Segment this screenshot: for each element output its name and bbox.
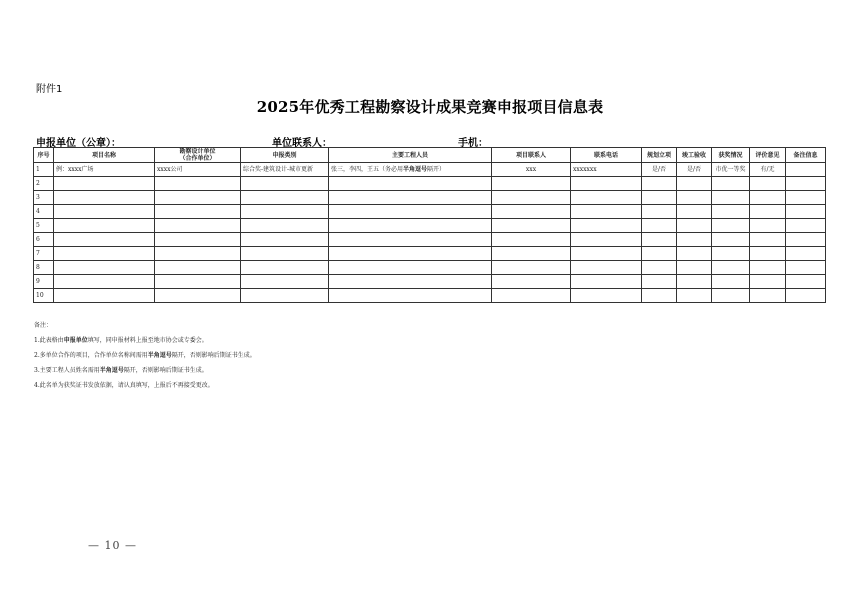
cell-contact: xxx bbox=[492, 163, 571, 177]
cell-empty bbox=[571, 219, 642, 233]
table-row bbox=[34, 205, 826, 219]
cell-no: 10 bbox=[34, 289, 54, 303]
project-info-table bbox=[33, 147, 826, 303]
cell-empty bbox=[786, 219, 826, 233]
cell-empty bbox=[786, 261, 826, 275]
cell-empty bbox=[241, 275, 329, 289]
table-row bbox=[34, 177, 826, 191]
cell-empty bbox=[155, 177, 241, 191]
cell-empty bbox=[677, 289, 712, 303]
cell-empty bbox=[329, 177, 492, 191]
cell-empty bbox=[571, 177, 642, 191]
col-header-category: 申报类别 bbox=[241, 148, 329, 163]
cell-empty bbox=[786, 233, 826, 247]
note-3 bbox=[34, 363, 256, 378]
cell-empty bbox=[677, 247, 712, 261]
cell-staff-pre: 张三，李四，王五（务必用 bbox=[331, 166, 404, 173]
cell-empty bbox=[642, 177, 677, 191]
phone-label: 手机： bbox=[458, 138, 488, 149]
cell-no: 8 bbox=[34, 261, 54, 275]
col-header-contact: 项目联系人 bbox=[492, 148, 571, 163]
cell-empty bbox=[571, 275, 642, 289]
cell-empty bbox=[750, 219, 786, 233]
unit-contact-label: 单位联系人： bbox=[272, 138, 332, 149]
cell-empty bbox=[786, 177, 826, 191]
cell-empty bbox=[786, 275, 826, 289]
cell-empty bbox=[712, 289, 750, 303]
note-3-pre: 3.主要工程人员姓名需用 bbox=[34, 367, 100, 374]
cell-empty bbox=[712, 275, 750, 289]
cell-no: 4 bbox=[34, 205, 54, 219]
cell-empty bbox=[492, 275, 571, 289]
cell-empty bbox=[712, 247, 750, 261]
cell-no: 6 bbox=[34, 233, 54, 247]
cell-category: 综合奖-建筑设计-城市更新 bbox=[241, 163, 329, 177]
cell-empty bbox=[241, 205, 329, 219]
col-header-project-name: 项目名称 bbox=[54, 148, 155, 163]
cell-empty bbox=[54, 289, 155, 303]
cell-empty bbox=[241, 261, 329, 275]
table-row bbox=[34, 219, 826, 233]
table-row bbox=[34, 275, 826, 289]
cell-empty bbox=[642, 261, 677, 275]
cell-empty bbox=[712, 205, 750, 219]
cell-empty bbox=[155, 205, 241, 219]
cell-empty bbox=[750, 289, 786, 303]
cell-empty bbox=[712, 191, 750, 205]
cell-empty bbox=[642, 191, 677, 205]
cell-empty bbox=[677, 275, 712, 289]
cell-empty bbox=[241, 289, 329, 303]
cell-empty bbox=[54, 247, 155, 261]
cell-empty bbox=[492, 289, 571, 303]
note-1-bold: 申报单位 bbox=[63, 337, 88, 344]
note-2 bbox=[34, 348, 256, 363]
cell-empty bbox=[642, 233, 677, 247]
page-number: — 10 — bbox=[88, 539, 137, 552]
cell-empty bbox=[241, 233, 329, 247]
cell-empty bbox=[677, 233, 712, 247]
cell-empty bbox=[677, 191, 712, 205]
cell-empty bbox=[677, 261, 712, 275]
cell-empty bbox=[786, 205, 826, 219]
cell-empty bbox=[642, 275, 677, 289]
cell-project-name: 例：xxxx广场 bbox=[54, 163, 155, 177]
cell-completion: 是/否 bbox=[677, 163, 712, 177]
cell-empty bbox=[712, 261, 750, 275]
col-header-remark: 备注信息 bbox=[786, 148, 826, 163]
cell-empty bbox=[241, 177, 329, 191]
cell-empty bbox=[241, 191, 329, 205]
col-header-phone: 联系电话 bbox=[571, 148, 642, 163]
applicant-unit-label: 申报单位（公章）： bbox=[36, 138, 121, 149]
cell-empty bbox=[492, 233, 571, 247]
cell-planning: 是/否 bbox=[642, 163, 677, 177]
cell-empty bbox=[750, 261, 786, 275]
cell-empty bbox=[54, 233, 155, 247]
table-row bbox=[34, 289, 826, 303]
note-1 bbox=[34, 333, 256, 348]
note-4: 4.此名单为获奖证书发放依据，请认真填写，上报后不再接受更改。 bbox=[34, 382, 214, 389]
cell-empty bbox=[329, 247, 492, 261]
cell-empty bbox=[786, 191, 826, 205]
note-1-post: 填写，同申报材料上报至地市协会或专委会。 bbox=[87, 337, 208, 344]
cell-empty bbox=[677, 177, 712, 191]
cell-empty bbox=[786, 247, 826, 261]
cell-empty bbox=[155, 289, 241, 303]
note-2-post: 隔开，否则影响后期证书生成。 bbox=[171, 352, 256, 359]
notes bbox=[34, 318, 256, 393]
cell-evaluation: 有/无 bbox=[750, 163, 786, 177]
cell-design-unit: xxxx公司 bbox=[155, 163, 241, 177]
cell-empty bbox=[750, 275, 786, 289]
table-row-example bbox=[34, 163, 826, 177]
cell-empty bbox=[571, 191, 642, 205]
cell-no: 1 bbox=[34, 163, 54, 177]
cell-empty bbox=[241, 219, 329, 233]
note-2-bold: 半角逗号 bbox=[147, 352, 172, 359]
cell-empty bbox=[155, 247, 241, 261]
cell-no: 7 bbox=[34, 247, 54, 261]
cell-no: 3 bbox=[34, 191, 54, 205]
cell-empty bbox=[155, 261, 241, 275]
cell-empty bbox=[571, 261, 642, 275]
cell-empty bbox=[642, 205, 677, 219]
cell-empty bbox=[642, 219, 677, 233]
cell-empty bbox=[642, 289, 677, 303]
col-header-staff: 主要工程人员 bbox=[329, 148, 492, 163]
notes-heading: 备注： bbox=[34, 322, 53, 329]
cell-empty bbox=[750, 177, 786, 191]
attachment-label: 附件1 bbox=[36, 84, 63, 95]
note-3-bold: 半角逗号 bbox=[99, 367, 124, 374]
cell-empty bbox=[329, 275, 492, 289]
cell-empty bbox=[329, 191, 492, 205]
cell-empty bbox=[712, 177, 750, 191]
cell-empty bbox=[54, 191, 155, 205]
col-header-no: 序号 bbox=[34, 148, 54, 163]
cell-empty bbox=[750, 191, 786, 205]
cell-empty bbox=[329, 205, 492, 219]
cell-empty bbox=[492, 177, 571, 191]
cell-empty bbox=[329, 219, 492, 233]
cell-award: 市优一等奖 bbox=[712, 163, 750, 177]
cell-empty bbox=[155, 191, 241, 205]
cell-empty bbox=[54, 177, 155, 191]
cell-empty bbox=[642, 247, 677, 261]
col-header-design-unit-label: 勘察设计单位 bbox=[179, 148, 216, 155]
table-row bbox=[34, 191, 826, 205]
col-header-completion: 竣工验收 bbox=[677, 148, 712, 163]
cell-empty bbox=[329, 261, 492, 275]
cell-empty bbox=[786, 289, 826, 303]
cell-empty bbox=[571, 205, 642, 219]
cell-empty bbox=[329, 233, 492, 247]
cell-empty bbox=[155, 275, 241, 289]
cell-empty bbox=[329, 289, 492, 303]
cell-empty bbox=[492, 205, 571, 219]
cell-empty bbox=[241, 247, 329, 261]
cell-empty bbox=[750, 247, 786, 261]
cell-empty bbox=[571, 233, 642, 247]
table-row bbox=[34, 247, 826, 261]
col-header-design-unit bbox=[155, 148, 241, 163]
cell-empty bbox=[155, 233, 241, 247]
cell-empty bbox=[54, 275, 155, 289]
cell-remark bbox=[786, 163, 826, 177]
col-header-evaluation: 评价意见 bbox=[750, 148, 786, 163]
table-row bbox=[34, 233, 826, 247]
cell-empty bbox=[677, 219, 712, 233]
table-header-row bbox=[34, 148, 826, 163]
cell-empty bbox=[54, 261, 155, 275]
cell-staff-bold: 半角逗号 bbox=[403, 166, 428, 173]
note-3-post: 隔开，否则影响后期证书生成。 bbox=[123, 367, 208, 374]
cell-empty bbox=[155, 219, 241, 233]
cell-empty bbox=[54, 219, 155, 233]
table-row bbox=[34, 261, 826, 275]
cell-empty bbox=[492, 247, 571, 261]
page-title: 2025年优秀工程勘察设计成果竞赛申报项目信息表 bbox=[256, 98, 604, 116]
cell-phone: xxxxxxx bbox=[571, 163, 642, 177]
cell-empty bbox=[54, 205, 155, 219]
cell-empty bbox=[750, 233, 786, 247]
cell-empty bbox=[571, 247, 642, 261]
note-2-pre: 2.多单位合作的项目，合作单位名称间需用 bbox=[34, 352, 148, 359]
cell-staff-post: 隔开） bbox=[427, 166, 446, 173]
cell-empty bbox=[712, 219, 750, 233]
cell-empty bbox=[571, 289, 642, 303]
cell-empty bbox=[712, 233, 750, 247]
cell-empty bbox=[492, 261, 571, 275]
cell-no: 5 bbox=[34, 219, 54, 233]
col-header-design-unit-sub: （合作单位） bbox=[179, 155, 216, 162]
cell-no: 9 bbox=[34, 275, 54, 289]
cell-staff bbox=[329, 163, 492, 177]
note-1-pre: 1.此表格由 bbox=[34, 337, 64, 344]
cell-empty bbox=[492, 191, 571, 205]
col-header-award: 获奖情况 bbox=[712, 148, 750, 163]
col-header-planning: 规划立项 bbox=[642, 148, 677, 163]
cell-no: 2 bbox=[34, 177, 54, 191]
cell-empty bbox=[677, 205, 712, 219]
cell-empty bbox=[750, 205, 786, 219]
cell-empty bbox=[492, 219, 571, 233]
